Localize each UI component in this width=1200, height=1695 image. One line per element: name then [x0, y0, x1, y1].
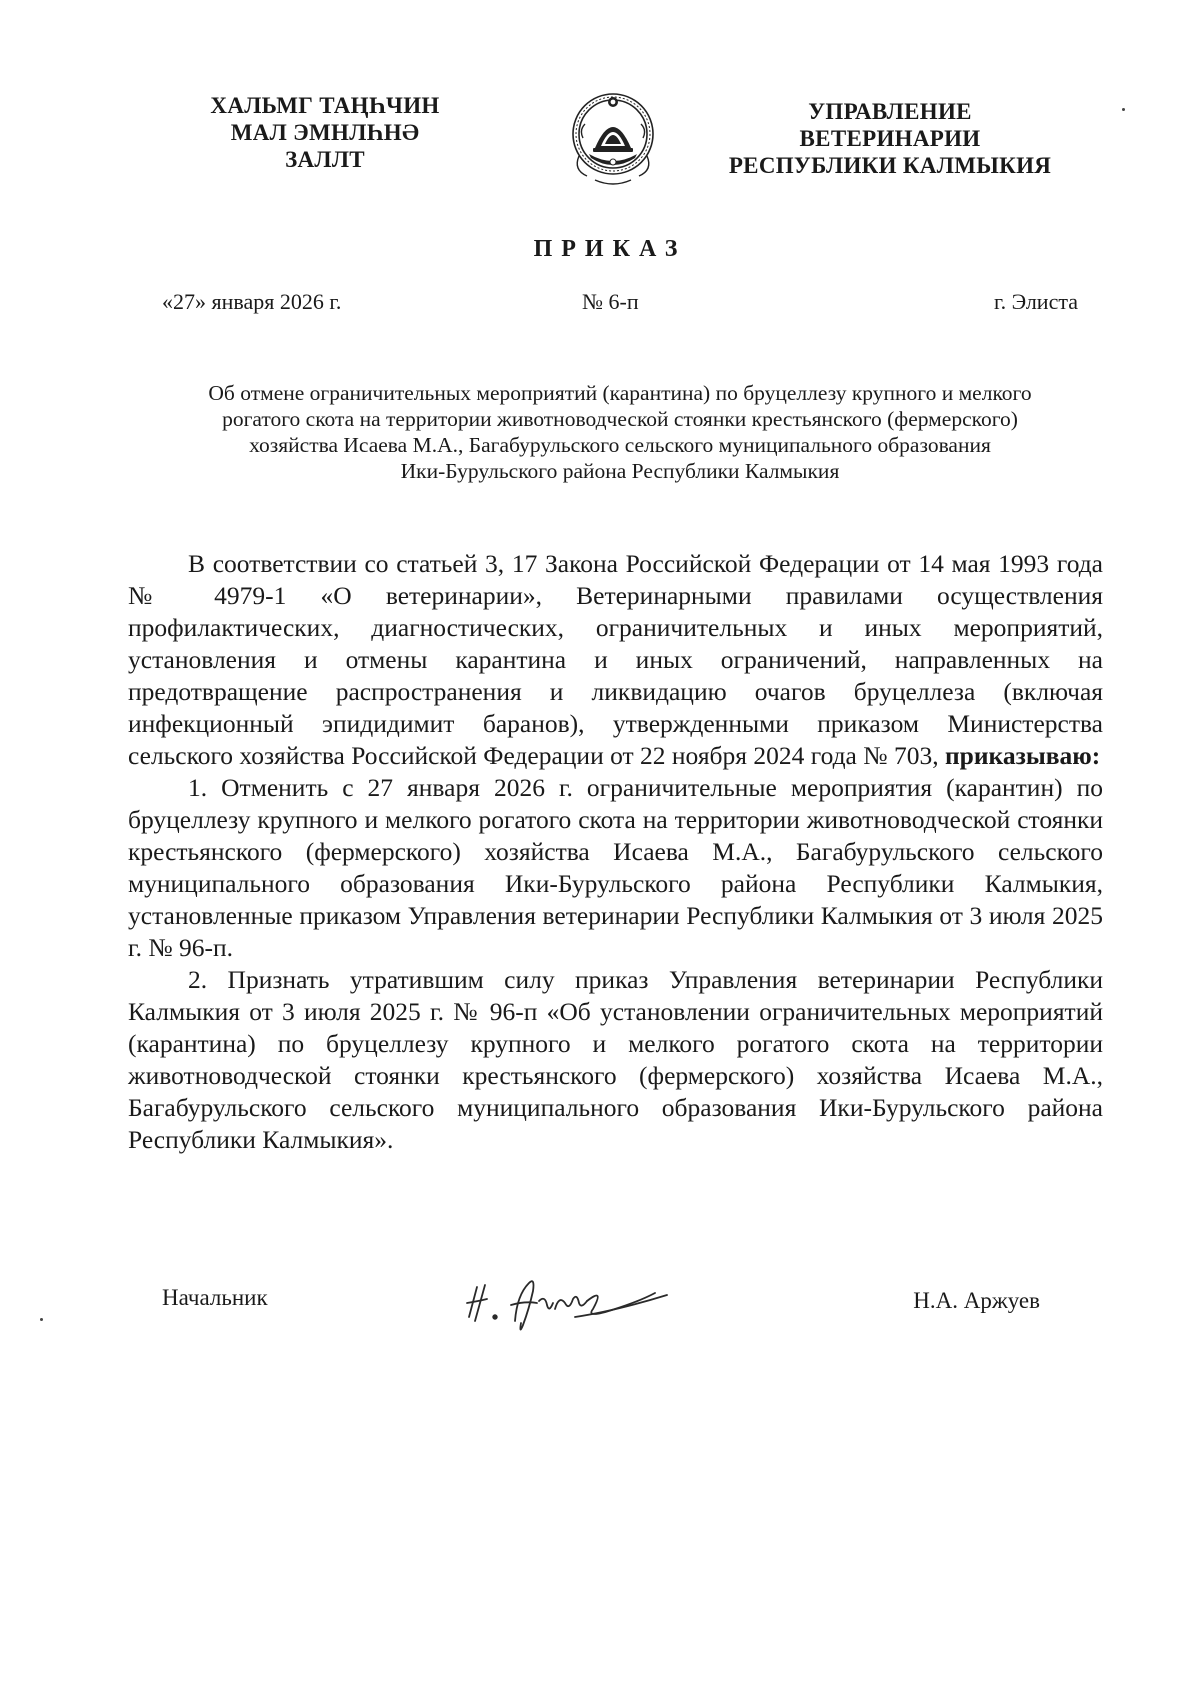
order-date: «27» января 2026 г.	[162, 289, 342, 314]
header-left-line-1: ХАЛЬМГ ТАҢҺЧИН	[210, 93, 440, 118]
header-left-line-3: ЗАЛЛТ	[285, 147, 365, 172]
scan-speck	[40, 1318, 43, 1321]
signatory-title: Начальник	[162, 1285, 268, 1310]
header-right-line-1: УПРАВЛЕНИЕ	[808, 99, 972, 124]
document-type-title: ПРИКАЗ	[533, 236, 687, 262]
header-russian-name	[720, 98, 1060, 179]
order-body	[128, 548, 1103, 1156]
order-subject	[140, 380, 1100, 484]
order-item-2: 2. Признать утратившим силу приказ Управления ветеринарии Республики Калмыкия от 3 июля 2025 г. № 96-п «Об установлении ограничительных мероприятий (карантина) по бруцеллезу крупного и мелкого рогатого скота на территории животноводческой стоянки крестьянского (фермерского) хозяйства Исаева М.А., Багабурульского сельского муниципального образования Ики-Бурульского района Республики Калмыкия».	[128, 965, 1103, 1154]
subject-line-2: рогатого скота на территории животноводческой стоянки крестьянского (фермерского)	[222, 407, 1018, 431]
order-number: № 6-п	[582, 289, 639, 314]
subject-line-3: хозяйства Исаева М.А., Багабурульского сельского муниципального образования	[249, 433, 991, 457]
preamble-text: В соответствии со статьей 3, 17 Закона Российской Федерации от 14 мая 1993 года № 4979-1 «О ветеринарии», Ветеринарными правилами осуществления профилактических, диагностических, ограничительных и иных мероприятий, установления и отмены карантина и иных ограничений, направленных на предотвращение распространения и ликвидацию очагов бруцеллеза (включая инфекционный эпидидимит баранов), утвержденными приказом Министерства сельского хозяйства Российской Федерации от 22 ноября 2024 года № 703,	[128, 549, 1103, 770]
header-kalmyk-name	[175, 92, 475, 173]
handwritten-signature	[455, 1265, 695, 1335]
header-right-line-2: ВЕТЕРИНАРИИ	[799, 126, 981, 151]
order-city: г. Элиста	[994, 289, 1078, 314]
subject-line-1: Об отмене ограничительных мероприятий (карантина) по бруцеллезу крупного и мелкого	[208, 381, 1032, 405]
order-item-1: 1. Отменить с 27 января 2026 г. ограничительные мероприятия (карантин) по бруцеллезу крупного и мелкого рогатого скота на территории животноводческой стоянки крестьянского (фермерского) хозяйства Исаева М.А., Багабурульского сельского муниципального образования Ики-Бурульского района Республики Калмыкия, установленные приказом Управления ветеринарии Республики Калмыкия от 3 июля 2025 г. № 96-п.	[128, 773, 1103, 962]
preamble-paragraph	[128, 548, 1103, 772]
header-left-line-2: МАЛ ЭМНЛҺНӘ	[230, 120, 420, 145]
header-right-line-3: РЕСПУБЛИКИ КАЛМЫКИЯ	[728, 153, 1052, 178]
signatory-name: Н.А. Аржуев	[913, 1288, 1040, 1313]
kalmykia-coat-of-arms-icon	[565, 84, 661, 190]
scan-speck	[1122, 108, 1125, 111]
order-word: приказываю:	[944, 741, 1101, 770]
subject-line-4: Ики-Бурульского района Республики Калмыкия	[400, 459, 840, 483]
